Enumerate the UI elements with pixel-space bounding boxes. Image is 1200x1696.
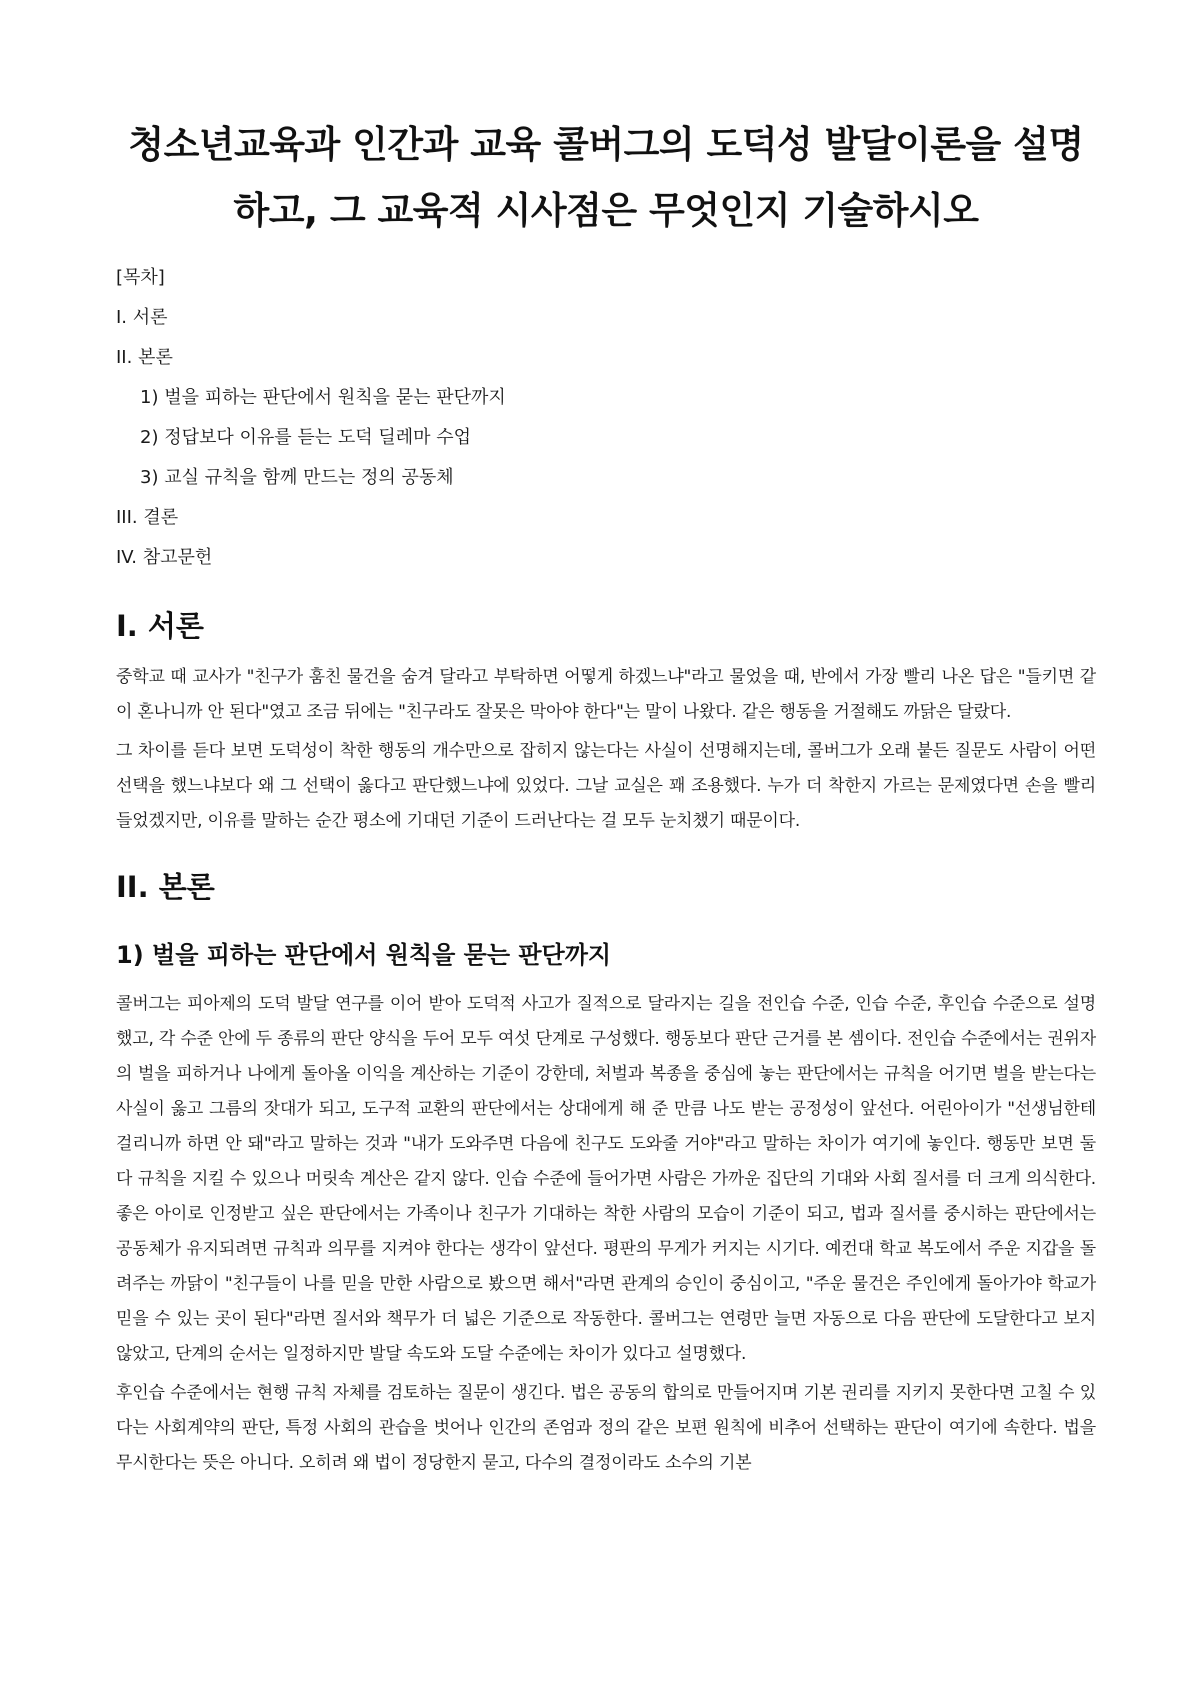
subsection-title-1: 1) 벌을 피하는 판단에서 원칙을 묻는 판단까지 xyxy=(116,941,612,969)
body-paragraph: 후인습 수준에서는 현행 규칙 자체를 검토하는 질문이 생긴다. 법은 공동의 합의로 만들어지며 기본 권리를 지키지 못한다면 고칠 수 있다는 사회계약의 판단, 특정 사회의 관습을 벗어나 인간의 존엄과 정의 같은 보편 원칙에 비추어 선택하는 판단이 여기에 속한다. 법을 무시한다는 뜻은 아니다. 오히려 왜 법이 정당한지 묻고, 다수의 결정이라도 소수의 기본 xyxy=(116,1383,1096,1473)
toc-item-body-1: 1) 벌을 피하는 판단에서 원칙을 묻는 판단까지 xyxy=(140,387,506,408)
body-paragraph: 콜버그는 피아제의 도덕 발달 연구를 이어 받아 도덕적 사고가 질적으로 달라지는 길을 전인습 수준, 인습 수준, 후인습 수준으로 설명했고, 각 수준 안에 두 종류의 판단 양식을 두어 모두 여섯 단계로 구성했다. 행동보다 판단 근거를 본 셈이다. 전인습 수준에서는 권위자의 벌을 피하거나 나에게 돌아올 이익을 계산하는 기준이 강한데, 처벌과 복종을 중심에 놓는 판단에서는 규칙을 어기면 벌을 받는다는 사실이 옳고 그름의 잣대가 되고, 도구적 교환의 판단에서는 상대에게 해 준 만큼 나도 받는 공정성이 앞선다. 어린아이가 "선생님한테 걸리니까 하면 안 돼"라고 말하는 것과 "내가 도와주면 다음에 친구도 도와줄 거야"라고 말하는 차이가 여기에 놓인다. 행동만 보면 둘 다 규칙을 지킬 수 있으나 머릿속 계산은 같지 않다. 인습 수준에 들어가면 사람은 가까운 집단의 기대와 사회 질서를 더 크게 의식한다. 좋은 아이로 인정받고 싶은 판단에서는 가족이나 친구가 기대하는 착한 사람의 모습이 기준이 되고, 법과 질서를 중시하는 판단에서는 공동체가 유지되려면 규칙과 의무를 지켜야 한다는 생각이 앞선다. 평판의 무게가 커지는 시기다. 예컨대 학교 복도에서 주운 지갑을 돌려주는 까닭이 "친구들이 나를 믿을 만한 사람으로 봤으면 해서"라면 관계의 승인이 중심이고, "주운 물건은 주인에게 돌아가야 학교가 믿을 수 있는 곳이 된다"라면 질서와 책무가 더 넓은 기준으로 작동한다. 콜버그는 연령만 늘면 자동으로 다음 판단에 도달한다고 보지 않았고, 단계의 순서는 일정하지만 발달 속도와 도달 수준에는 차이가 있다고 설명했다. xyxy=(116,994,1096,1364)
intro-paragraph: 중학교 때 교사가 "친구가 훔친 물건을 숨겨 달라고 부탁하면 어떻게 하겠느냐"라고 물었을 때, 반에서 가장 빨리 나온 답은 "들키면 같이 혼나니까 안 된다"였고 조금 뒤에는 "친구라도 잘못은 막아야 한다"는 말이 나왔다. 같은 행동을 거절해도 까닭은 달랐다. xyxy=(116,667,1096,722)
toc-item-references: IV. 참고문헌 xyxy=(116,547,213,568)
toc-item-intro: I. 서론 xyxy=(116,307,168,328)
section-title-body: II. 본론 xyxy=(116,870,215,904)
toc-item-body: II. 본론 xyxy=(116,347,173,368)
toc-item-body-2: 2) 정답보다 이유를 듣는 도덕 딜레마 수업 xyxy=(140,427,472,448)
section-title-intro: I. 서론 xyxy=(116,609,204,643)
toc-item-conclusion: III. 결론 xyxy=(116,507,179,528)
toc-list xyxy=(116,298,1096,578)
toc-heading: [목차] xyxy=(116,267,165,288)
intro-paragraph: 그 차이를 듣다 보면 도덕성이 착한 행동의 개수만으로 잡히지 않는다는 사실이 선명해지는데, 콜버그가 오래 붙든 질문도 사람이 어떤 선택을 했느냐보다 왜 그 선택이 옳다고 판단했느냐에 있었다. 그날 교실은 꽤 조용했다. 누가 더 착한지 가르는 문제였다면 손을 빨리 들었겠지만, 이유를 말하는 순간 평소에 기대던 기준이 드러난다는 걸 모두 눈치챘기 때문이다. xyxy=(116,741,1096,831)
table-of-contents xyxy=(116,258,1096,578)
toc-item-body-3: 3) 교실 규칙을 함께 만드는 정의 공동체 xyxy=(140,467,454,488)
document-title: 청소년교육과 인간과 교육 콜버그의 도덕성 발달이론을 설명하고, 그 교육적 시사점은 무엇인지 기술하시오 xyxy=(128,123,1084,232)
